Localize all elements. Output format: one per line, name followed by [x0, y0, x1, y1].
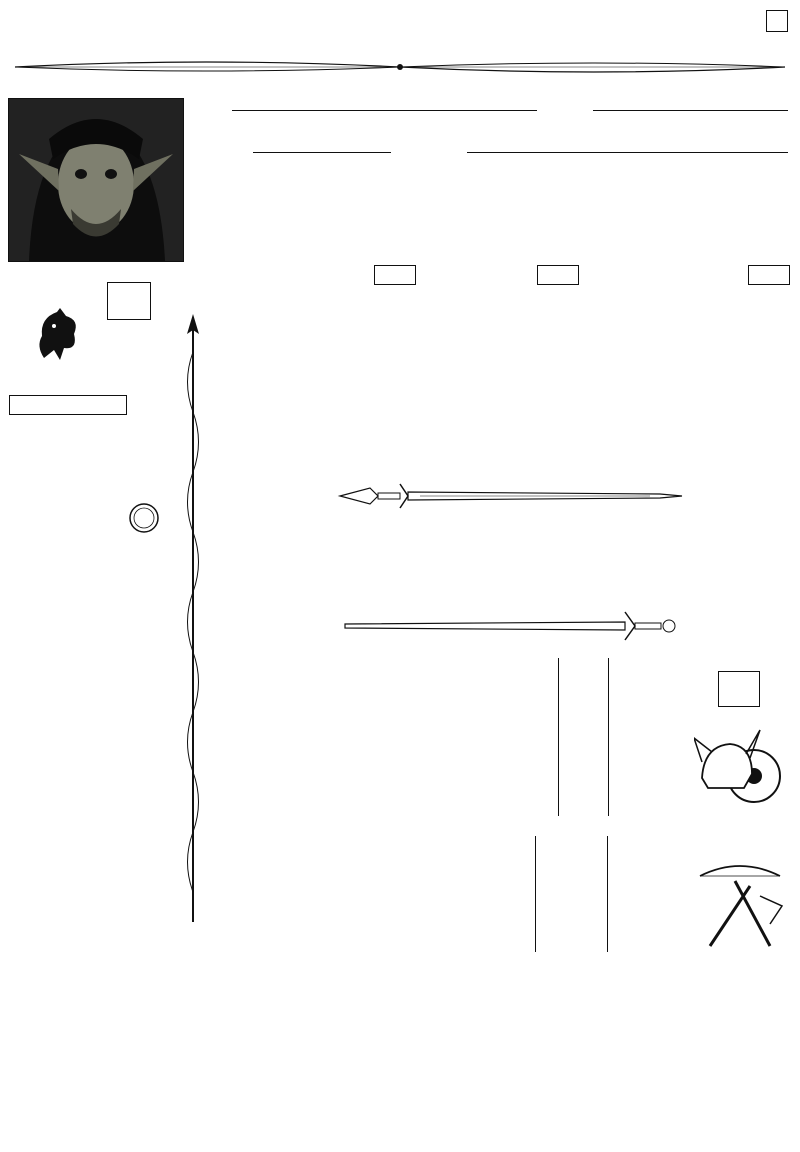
- magie-psy-box[interactable]: [537, 265, 579, 285]
- dragon-icon: [30, 306, 84, 362]
- armement-divider-1: [535, 836, 536, 952]
- coin-icon: [128, 502, 160, 534]
- helmet-shield-icon: [694, 728, 784, 810]
- sword-icon: [330, 480, 690, 512]
- metier-field[interactable]: [467, 130, 788, 153]
- weapons-icon: [690, 856, 790, 952]
- sword-icon-2: [335, 610, 685, 642]
- sexe-field[interactable]: [593, 88, 788, 111]
- pnj-checkbox[interactable]: [766, 10, 788, 32]
- armures-divider-2: [608, 658, 609, 816]
- experience-box[interactable]: [9, 395, 127, 415]
- portrait-image: [8, 98, 184, 262]
- armures-divider-1: [558, 658, 559, 816]
- header-flourish-icon: [5, 55, 795, 77]
- nom-field[interactable]: [232, 88, 537, 111]
- armement-divider-2: [607, 836, 608, 952]
- origine-field[interactable]: [253, 130, 391, 153]
- staff-icon: [180, 312, 206, 930]
- total-protection-box[interactable]: [718, 671, 760, 707]
- niveau-box[interactable]: [107, 282, 151, 320]
- magie-phys-box[interactable]: [374, 265, 416, 285]
- resist-magie-box[interactable]: [748, 265, 790, 285]
